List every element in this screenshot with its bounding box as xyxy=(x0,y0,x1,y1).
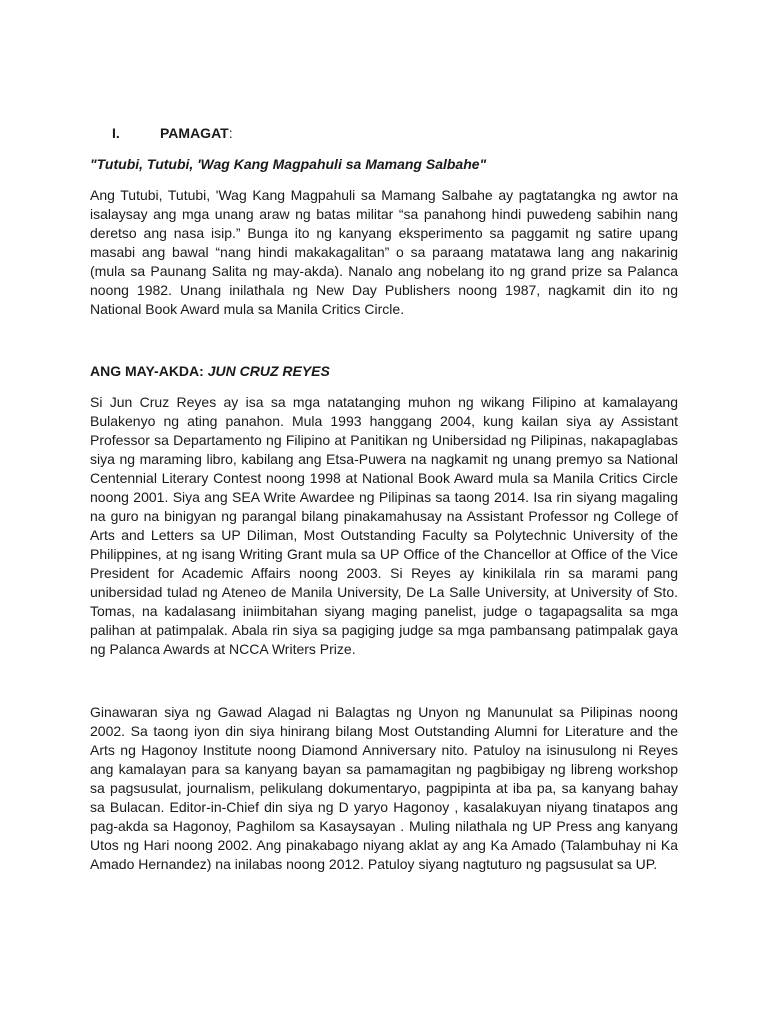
work-title: "Tutubi, Tutubi, 'Wag Kang Magpahuli sa Mamang Salbahe" xyxy=(90,156,487,172)
section-label: PAMAGAT xyxy=(160,125,229,141)
section-colon: : xyxy=(228,125,233,141)
section-heading xyxy=(112,124,233,142)
bio-paragraph-2: Ginawaran siya ng Gawad Alagad ni Balagtas ng Unyon ng Manunulat sa Pilipinas noong 2002. Sa taong iyon din siya hinirang bilang Most Outstanding Alumni for Literature and the Arts ng Hagonoy Institute noong Diamond Anniversary nito. Patuloy na isinusulong ni Reyes ang kamalayan para sa kanyang bayan sa pamamagitan ng pagbibigay ng libreng workshop sa pagsusulat, journalism, pelikulang dokumentaryo, pagpipinta at iba pa, sa kanyang bahay sa Bulacan. Editor-in-Chief din siya ng D yaryo Hagonoy , kasalakuyan niyang tinatapos ang pag-akda sa Hagonoy, Paghilom sa Kasaysayan . Muling nilathala ng UP Press ang kanyang Utos ng Hari noong 2002. Ang pinakabago niyang aklat ay ang Ka Amado (Talambuhay ni Ka Amado Hernandez) na inilabas noong 2012. Patuloy siyang nagtuturo ng pagsusulat sa UP. xyxy=(90,704,678,872)
author-heading-label: ANG MAY-AKDA: xyxy=(90,363,204,379)
intro-paragraph: Ang Tutubi, Tutubi, 'Wag Kang Magpahuli sa Mamang Salbahe ay pagtatangka ng awtor na isalaysay ang mga unang araw ng batas militar “sa panahong hindi puwedeng sabihin nang deretso ang nasa isip.” Bunga ito ng kanyang eksperimento sa paggamit ng satire upang masabi ang bawal “nang hindi makakagalitan” o sa paraang matatawa lang ang nakarinig (mula sa Paunang Salita ng may-akda). Nanalo ang nobelang ito ng grand prize sa Palanca noong 1982. Unang inilathala ng New Day Publishers noong 1987, nagkamit din ito ng National Book Award mula sa Manila Critics Circle. xyxy=(90,187,678,317)
bio-paragraph-1: Si Jun Cruz Reyes ay isa sa mga natatanging muhon ng wikang Filipino at kamalayang Bulakenyo ng ating panahon. Mula 1993 hanggang 2004, kung kailan siya ay Assistant Professor sa Departamento ng Filipino at Panitikan ng Unibersidad ng Pilipinas, nakapaglabas siya ng maraming libro, kabilang ang Etsa-Puwera na nagkamit ng unang premyo sa National Centennial Literary Contest noong 1998 at National Book Award mula sa Manila Critics Circle noong 2001. Siya ang SEA Write Awardee ng Pilipinas sa taong 2014. Isa rin siyang magaling na guro na binigyan ng parangal bilang pinakamahusay na Assistant Professor ng College of Arts and Letters sa UP Diliman, Most Outstanding Faculty sa Polytechnic University of the Philippines, at ng isang Writing Grant mula sa UP Office of the Chancellor at Office of the Vice President for Academic Affairs noong 2003. Si Reyes ay kinikilala rin sa marami pang unibersidad tulad ng Ateneo de Manila University, De La Salle University, at University of Sto. Tomas, na kadalasang iniimbitahan siyang maging panelist, judge o tagapagsalita sa mga palihan at patimpalak. Abala rin siya sa pagiging judge sa mga pambansang patimpalak gaya ng Palanca Awards at NCCA Writers Prize. xyxy=(90,394,678,657)
author-heading xyxy=(90,362,330,380)
author-name: JUN CRUZ REYES xyxy=(207,363,330,379)
section-number: I. xyxy=(112,125,120,141)
